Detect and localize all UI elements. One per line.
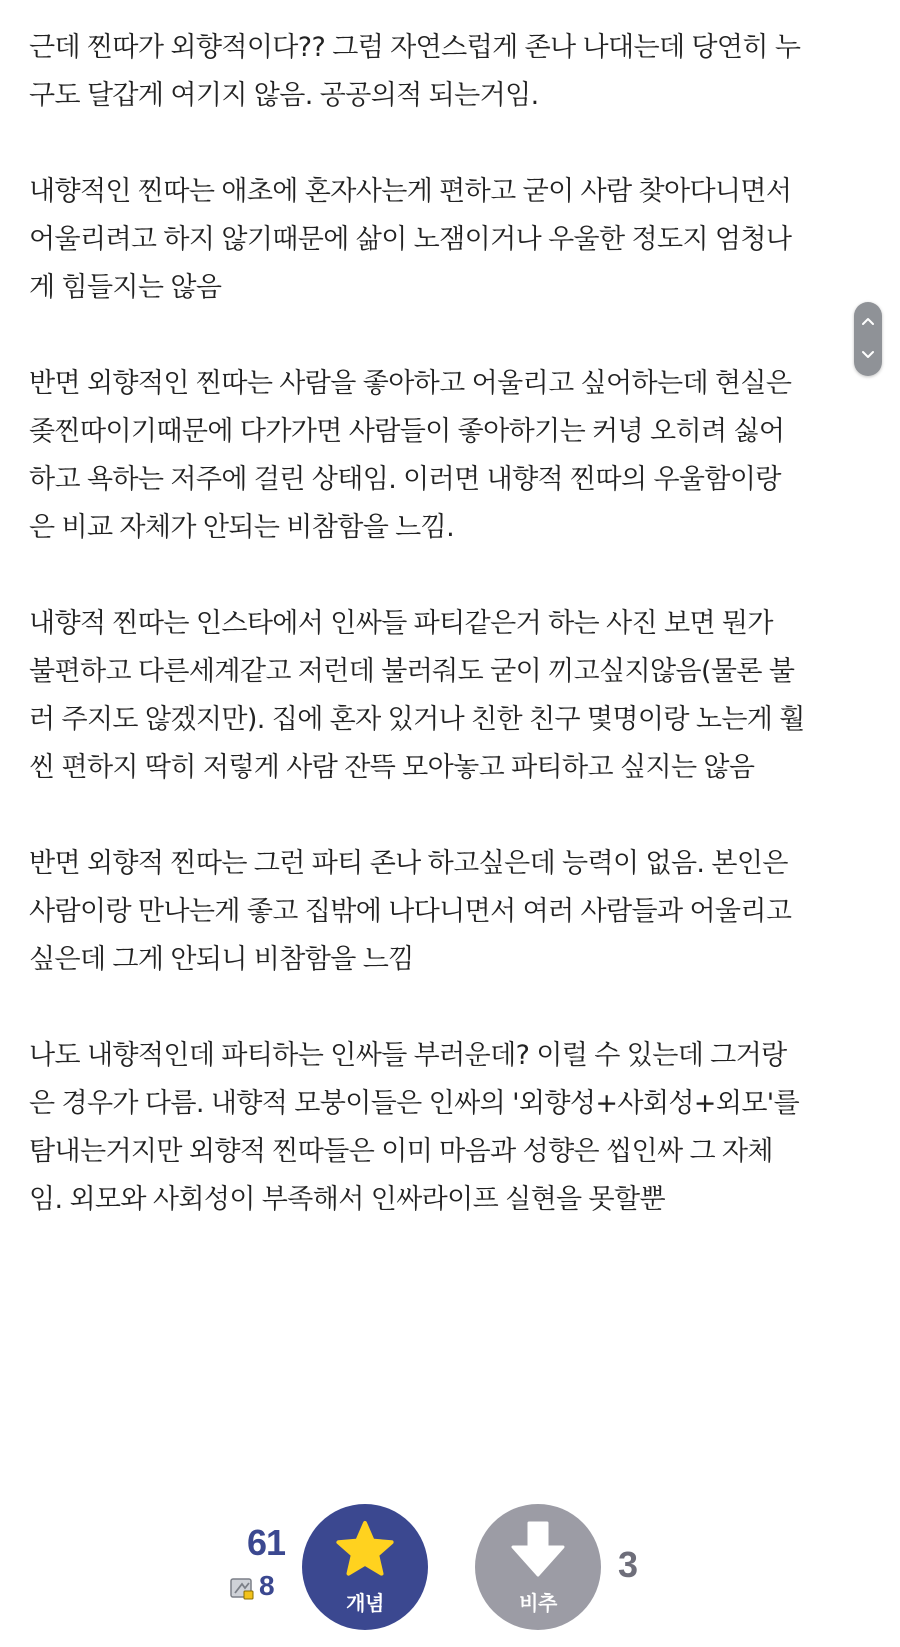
upvote-button[interactable] (302, 1504, 428, 1630)
scroll-handle[interactable] (854, 302, 882, 376)
post-line: 탐내는거지만 외향적 찐따들은 이미 마음과 성향은 씹인싸 그 자체 (29, 1136, 773, 1167)
post-line: 나도 내향적인데 파티하는 인싸들 부러운데? 이럴 수 있는데 그거랑 (29, 1040, 787, 1071)
star-icon (335, 1519, 395, 1579)
downvote-button[interactable] (475, 1504, 601, 1630)
down-arrow-icon (508, 1519, 568, 1579)
post-line: 어울리려고 하지 않기때문에 삶이 노잼이거나 우울한 정도지 엄청나 (29, 224, 792, 255)
upvote-count: 61 (246, 1522, 285, 1563)
chevron-down-icon[interactable] (862, 348, 874, 360)
post-paragraph-2 (29, 168, 879, 312)
upvote-label: 개념 (346, 1591, 384, 1615)
post-line: 사람이랑 만나는게 좋고 집밖에 나다니면서 여러 사람들과 어울리고 (29, 896, 792, 927)
post-paragraph-6 (29, 1032, 879, 1224)
post-line: 임. 외모와 사회성이 부족해서 인싸라이프 실현을 못할뿐 (29, 1184, 665, 1215)
post-body (29, 24, 879, 1272)
downvote-count: 3 (618, 1544, 639, 1585)
vote-bar (0, 1496, 900, 1626)
post-paragraph-3 (29, 360, 879, 552)
post-line: 반면 외향적인 찐따는 사람을 좋아하고 어울리고 싶어하는데 현실은 (29, 368, 792, 399)
chevron-up-icon[interactable] (862, 316, 874, 328)
post-line: 구도 달갑게 여기지 않음. 공공의적 되는거임. (29, 80, 539, 111)
post-line: 반면 외향적 찐따는 그런 파티 존나 하고싶은데 능력이 없음. 본인은 (29, 848, 788, 879)
fixed-user-icon (230, 1578, 254, 1600)
post-line: 싶은데 그게 안되니 비참함을 느낌 (29, 944, 414, 975)
post-line: 좆찐따이기때문에 다가가면 사람들이 좋아하기는 커녕 오히려 싫어 (29, 416, 785, 447)
downvote-label: 비추 (519, 1591, 557, 1615)
fixed-count: 8 (259, 1570, 275, 1601)
post-line: 씬 편하지 딱히 저렇게 사람 잔뜩 모아놓고 파티하고 싶지는 않음 (29, 752, 755, 783)
post-line: 은 경우가 다름. 내향적 모붕이들은 인싸의 '외향성+사회성+외모'를 (29, 1088, 800, 1119)
post-line: 불편하고 다른세계같고 저런데 불러줘도 굳이 끼고싶지않음(물론 불 (29, 656, 795, 687)
post-line: 내향적 찐따는 인스타에서 인싸들 파티같은거 하는 사진 보면 뭔가 (29, 608, 773, 639)
post-line: 러 주지도 않겠지만). 집에 혼자 있거나 친한 친구 몇명이랑 노는게 훨 (29, 704, 805, 735)
post-line: 하고 욕하는 저주에 걸린 상태임. 이러면 내향적 찐따의 우울함이랑 (29, 464, 781, 495)
post-paragraph-4 (29, 600, 879, 792)
post-paragraph-5 (29, 840, 879, 984)
post-line: 게 힘들지는 않음 (29, 272, 222, 303)
post-paragraph-1 (29, 24, 879, 120)
post-line: 은 비교 자체가 안되는 비참함을 느낌. (29, 512, 455, 543)
post-line: 근데 찐따가 외향적이다?? 그럼 자연스럽게 존나 나대는데 당연히 누 (29, 32, 801, 63)
post-line: 내향적인 찐따는 애초에 혼자사는게 편하고 굳이 사람 찾아다니면서 (29, 176, 792, 207)
